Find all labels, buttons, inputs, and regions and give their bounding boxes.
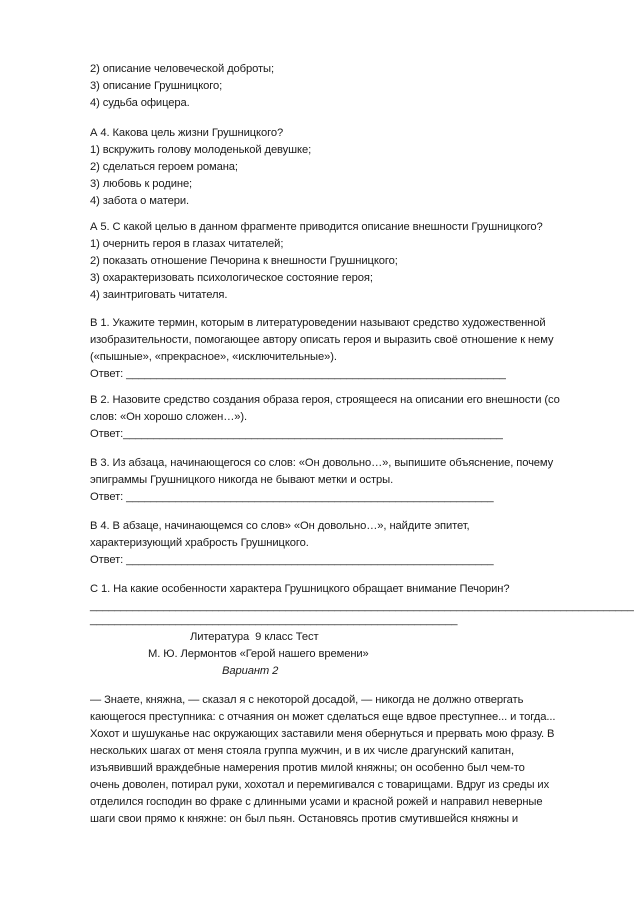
passage-line: нескольких шагах от меня стояла группа мужчин, и в их числе драгунский капитан, — [90, 745, 515, 757]
question-b4-line-1: В 4. В абзаце, начинающемся со слов» «Он довольно…», найдите эпитет, — [90, 520, 470, 532]
question-b3-line-1: В 3. Из абзаца, начинающегося со слов: «Он довольно…», выпишите объяснение, почему — [90, 457, 554, 469]
answer-option-a5-1: 1) очернить героя в глазах читателей; — [90, 238, 284, 250]
question-a4: А 4. Какова цель жизни Грушницкого? — [90, 127, 284, 139]
answer-field-b1: Ответ: ______________________________________________________________ — [90, 368, 506, 380]
answer-option-a3-4: 4) судьба офицера. — [90, 97, 190, 109]
variant-label: Вариант 2 — [222, 665, 279, 677]
question-b4-line-2: характеризующий храбрость Грушницкого. — [90, 537, 309, 549]
answer-field-b3: Ответ: ____________________________________________________________ — [90, 491, 494, 503]
passage-line: Хохот и шушуканье нас окружающих заставили меня обернуться и прервать мою фразу. В — [90, 728, 555, 740]
passage-line: шаги свои прямо к княжне: он был пьян. Остановясь против смутившейся княжны и — [90, 813, 519, 825]
answer-option-a5-2: 2) показать отношение Печорина к внешности Грушницкого; — [90, 255, 398, 267]
answer-option-a5-4: 4) заинтриговать читателя. — [90, 289, 228, 301]
question-b3-line-2: эпиграммы Грушницкого никогда не бывают метки и остры. — [90, 474, 394, 486]
question-b2-line-2: слов: «Он хорошо сложен…»). — [90, 411, 248, 423]
passage-line: — Знаете, княжна, — сказал я с некоторой досадой, — никогда не должно отвергать — [90, 694, 524, 706]
passage-line: изъявивший враждебные намерения против милой княжны; он особенно был чем-то — [90, 762, 525, 774]
answer-option-a4-2: 2) сделаться героем романа; — [90, 161, 238, 173]
answer-option-a4-3: 3) любовь к родине; — [90, 178, 193, 190]
answer-option-a3-3: 3) описание Грушницкого; — [90, 80, 223, 92]
question-c1: С 1. На какие особенности характера Грушницкого обращает внимание Печорин? — [90, 583, 510, 595]
question-b1-line-1: В 1. Укажите термин, которым в литературоведении называют средство художественной — [90, 317, 546, 329]
answer-field-b4: Ответ: ____________________________________________________________ — [90, 554, 494, 566]
answer-field-b2: Ответ:______________________________________________________________ — [90, 428, 503, 440]
passage-line: отделился господин во фраке с длинными усами и красной рожей и направил неверные — [90, 796, 543, 808]
passage-line: очень доволен, потирал руки, хохотал и перемигивался с товарищами. Вдруг из среды их — [90, 779, 550, 791]
question-b1-line-2: изобразительности, помогающее автору описать героя и выразить своё отношение к нему — [90, 334, 554, 346]
test-title: Литература 9 класс Тест — [190, 631, 319, 643]
test-subtitle: М. Ю. Лермонтов «Герой нашего времени» — [148, 648, 369, 660]
question-b1-line-3: («пышные», «прекрасное», «исключительные»). — [90, 351, 337, 363]
answer-field-c1-line-2: ____________________________________________________________ — [90, 614, 458, 626]
answer-option-a4-1: 1) вскружить голову молоденькой девушке; — [90, 144, 312, 156]
answer-option-a3-2: 2) описание человеческой доброты; — [90, 63, 274, 75]
question-b2-line-1: В 2. Назовите средство создания образа героя, строящееся на описании его внешности (со — [90, 394, 560, 406]
question-a5: А 5. С какой целью в данном фрагменте приводится описание внешности Грушницкого? — [90, 221, 543, 233]
answer-option-a4-4: 4) забота о матери. — [90, 195, 190, 207]
answer-field-c1-line-1: _________________________________________________________________________________________ — [90, 600, 634, 612]
answer-option-a5-3: 3) охарактеризовать психологическое состояние героя; — [90, 272, 373, 284]
passage-line: кающегося преступника: с отчаяния он может сделаться еще вдвое преступнее... и тогда... — [90, 711, 556, 723]
